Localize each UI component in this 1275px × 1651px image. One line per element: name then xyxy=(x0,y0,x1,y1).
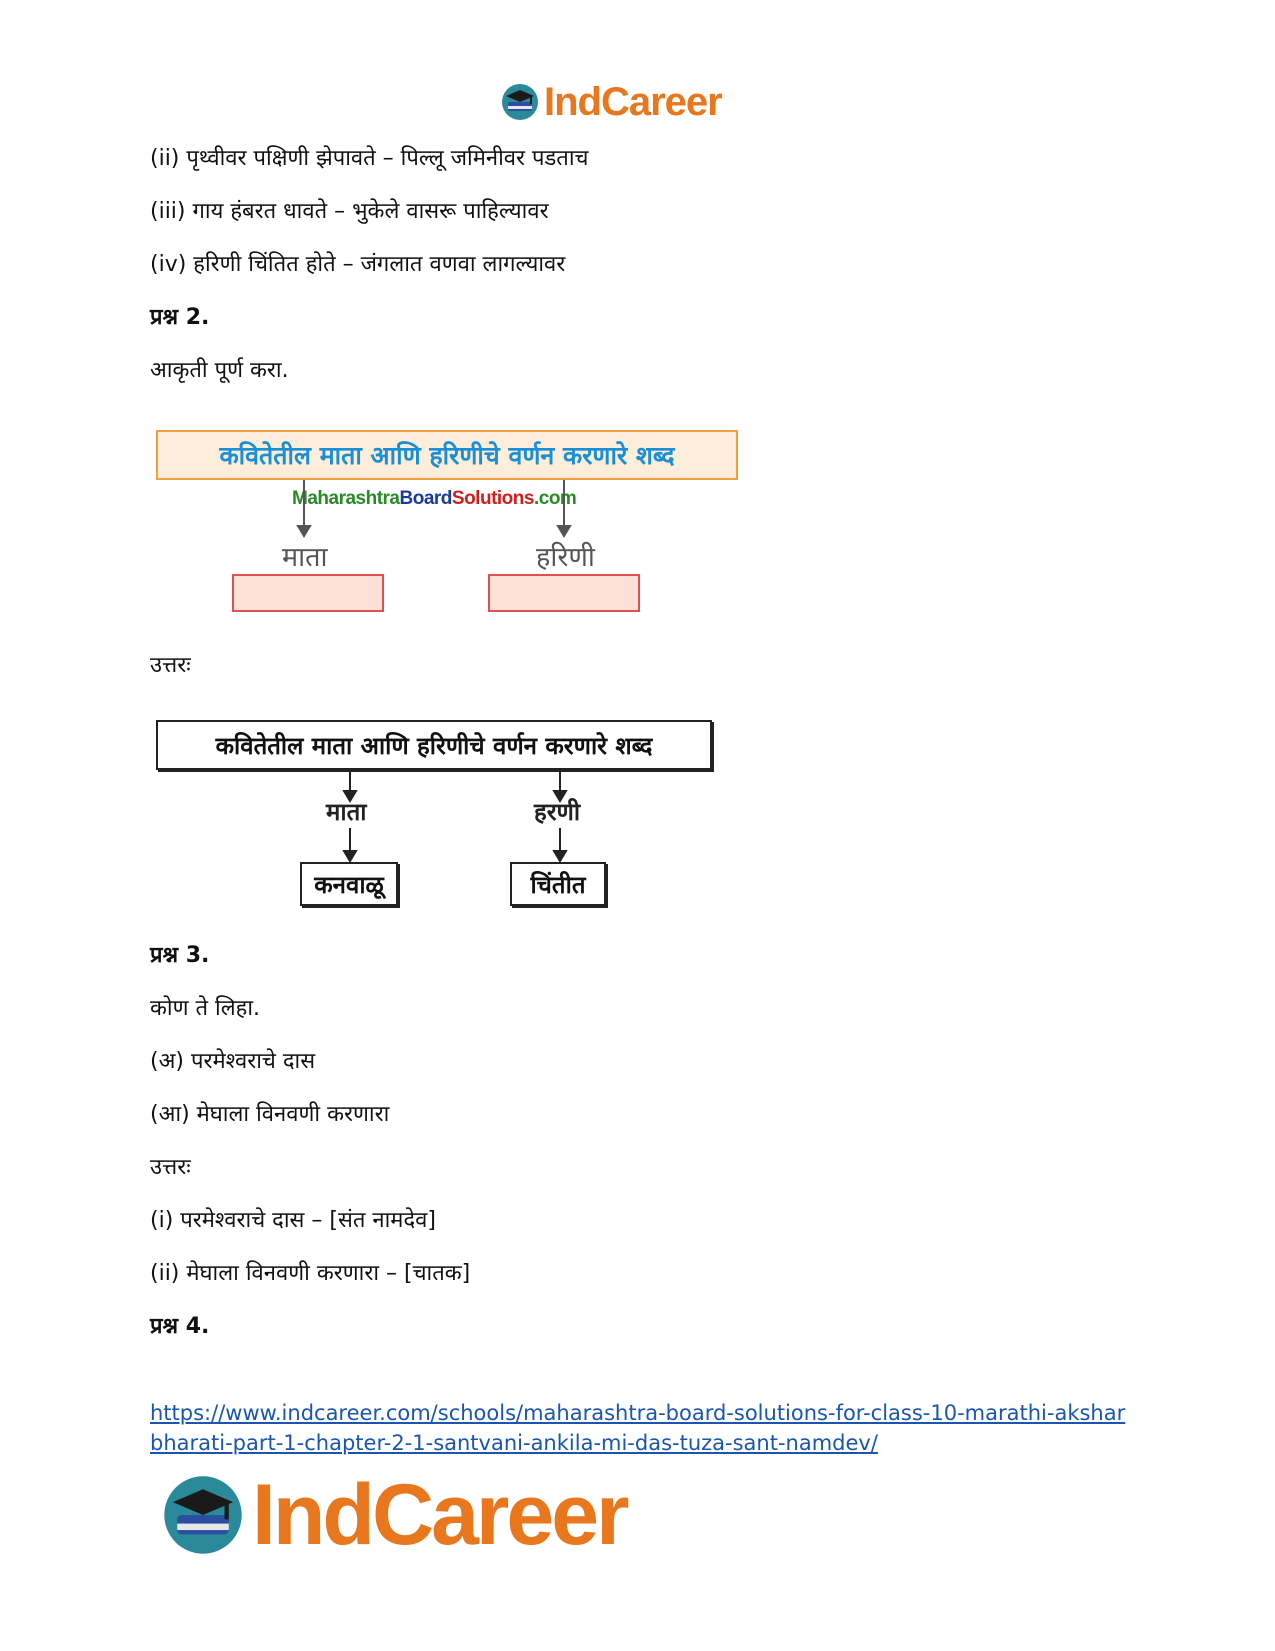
graduation-cap-book-icon xyxy=(160,1472,246,1558)
question-2-instruction: आकृती पूर्ण करा. xyxy=(150,358,289,383)
question-3-heading: प्रश्न 3. xyxy=(150,943,210,968)
brand-name: IndCareer xyxy=(544,79,722,124)
question-2-heading: प्रश्न 2. xyxy=(150,305,210,330)
watermark-part1: Maharashtra xyxy=(292,488,400,509)
answer-line-ii: (ii) पृथ्वीवर पक्षिणी झेपावते – पिल्लू जमिनीवर पडताच xyxy=(150,146,589,171)
answer-label: उत्तरः xyxy=(150,653,191,678)
question-3-answer-i: (i) परमेश्वराचे दास – [संत नामदेव] xyxy=(150,1208,436,1233)
figure1-blank-box-left xyxy=(232,574,384,612)
brand-name: IndCareer xyxy=(252,1466,627,1563)
watermark-part3: Solutions xyxy=(451,488,534,509)
question-3-answer-ii: (ii) मेघाला विनवणी करणारा – [चातक] xyxy=(150,1261,471,1286)
figure2-answer-kanvalu: कनवाळू xyxy=(300,862,398,906)
question-3-instruction: कोण ते लिहा. xyxy=(150,996,261,1021)
figure1-title-box: कवितेतील माता आणि हरिणीचे वर्णन करणारे शब्द xyxy=(156,430,738,480)
answer-label: उत्तरः xyxy=(150,1155,191,1180)
question-3-part-aa: (आ) मेघाला विनवणी करणारा xyxy=(150,1102,390,1127)
figure1-blank-box-right xyxy=(488,574,640,612)
answer-line-iv: (iv) हरिणी चिंतित होते – जंगलात वणवा लागल्यावर xyxy=(150,252,566,277)
source-link[interactable]: https://www.indcareer.com/schools/maharashtra-board-solutions-for-class-10-marathi-aksharbharati-part-1-chapter-2-1-santvani-ankila-mi-das-tuza-sant-namdev/ xyxy=(150,1401,1126,1455)
question-3-part-a: (अ) परमेश्वराचे दास xyxy=(150,1049,316,1074)
figure2-label-mata: माता xyxy=(326,798,367,826)
indcareer-logo-bottom[interactable] xyxy=(160,1466,627,1563)
figure1-label-harini: हरिणी xyxy=(536,542,595,573)
figure2-title-box: कवितेतील माता आणि हरिणीचे वर्णन करणारे शब्द xyxy=(156,720,712,770)
watermark-part2: Board xyxy=(399,488,452,509)
question-4-heading: प्रश्न 4. xyxy=(150,1314,210,1339)
watermark-part4: .com xyxy=(533,488,577,509)
answer-line-iii: (iii) गाय हंबरत धावते – भुकेले वासरू पाहिल्यावर xyxy=(150,199,549,224)
figure2-answer-chintit: चिंतीत xyxy=(510,862,606,906)
figure1-label-mata: माता xyxy=(282,542,328,573)
figure2-label-harani: हरणी xyxy=(534,798,581,826)
